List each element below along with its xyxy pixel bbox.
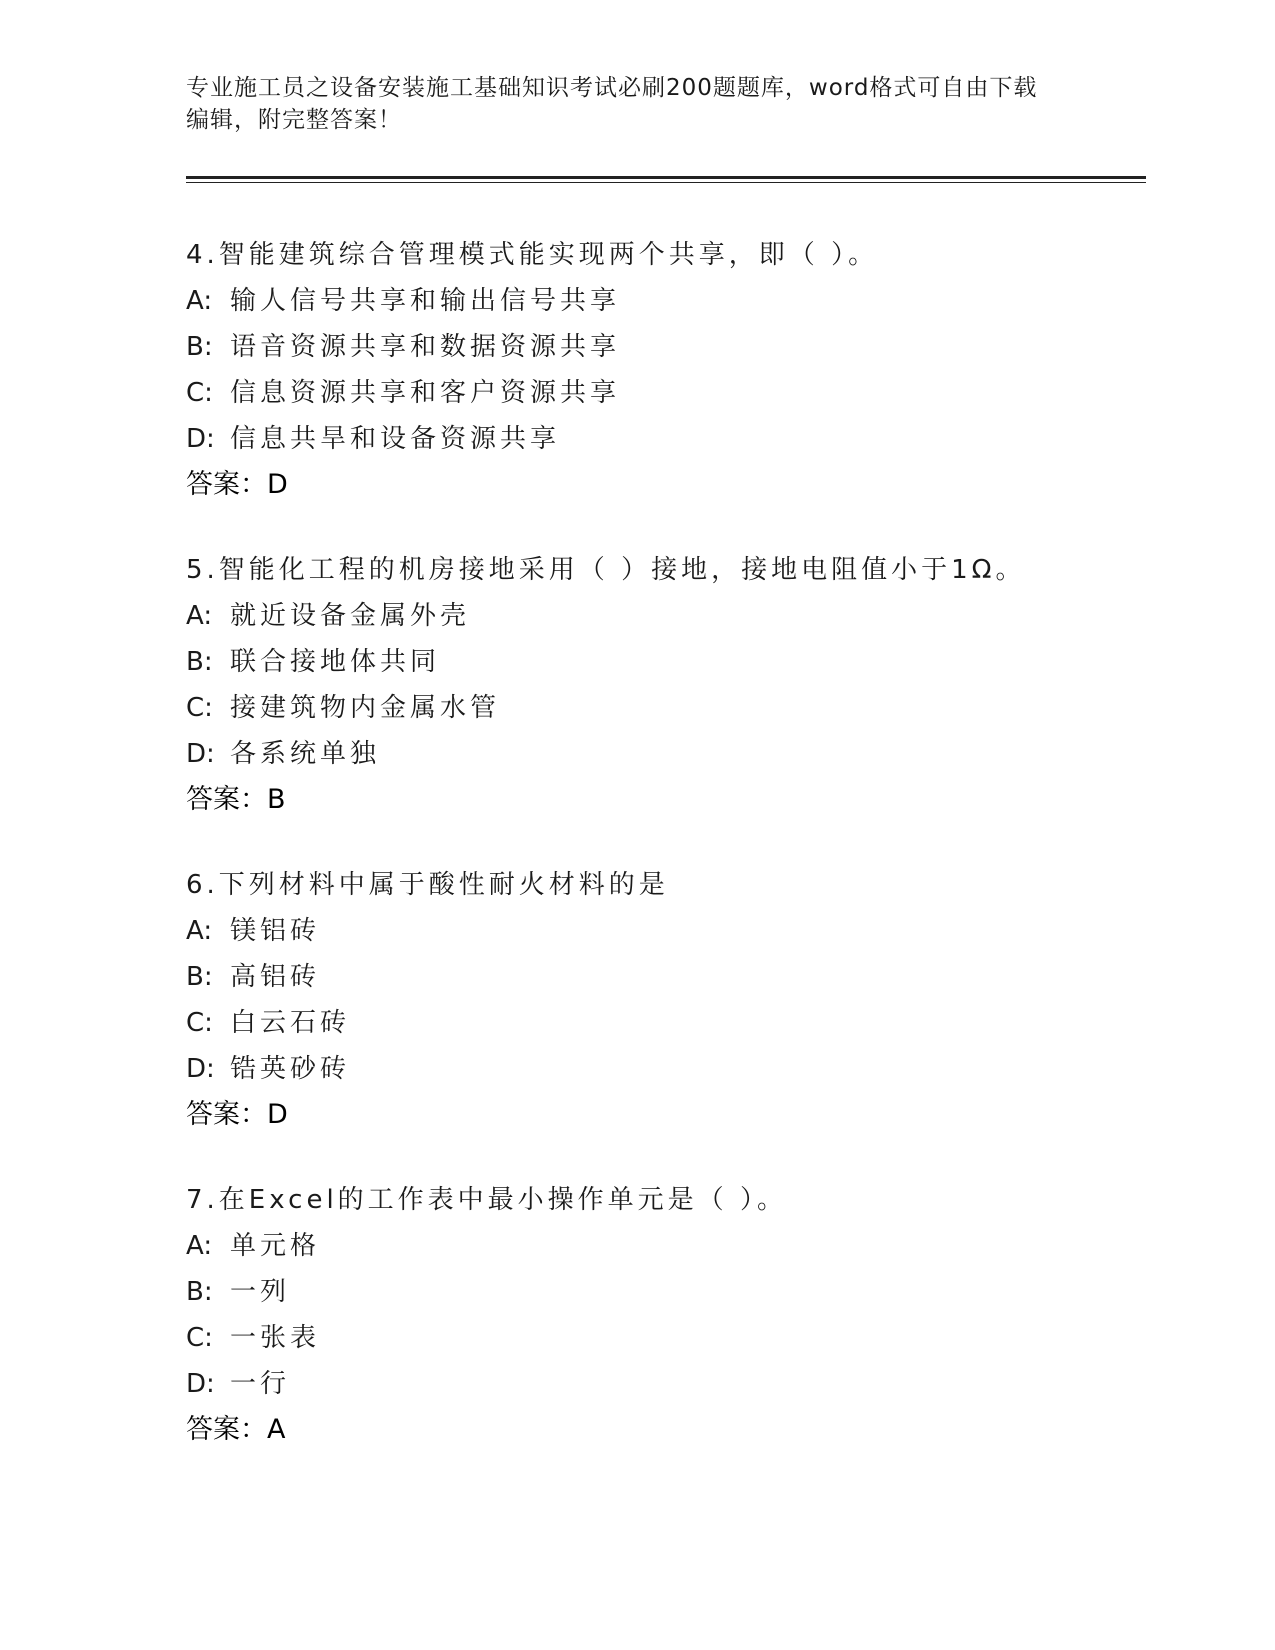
question-block	[186, 862, 1146, 1138]
option-b	[186, 1269, 1146, 1315]
option-text: 锆英砂砖	[230, 1054, 351, 1084]
answer-line: 答案：B	[186, 784, 286, 815]
option-text: 语音资源共享和数据资源共享	[230, 332, 621, 362]
option-text: 一行	[230, 1369, 291, 1399]
option-letter: C:	[186, 1323, 213, 1353]
option-text: 输人信号共享和输出信号共享	[230, 286, 621, 316]
question-text: 5.智能化工程的机房接地采用（ ）接地，接地电阻值小于1Ω。	[186, 555, 1026, 585]
option-text: 信息资源共享和客户资源共享	[230, 378, 621, 408]
option-text: 一张表	[230, 1323, 321, 1353]
option-letter: C:	[186, 378, 213, 408]
question-text: 7.在Excel的工作表中最小操作单元是（ ）。	[186, 1185, 787, 1215]
option-b	[186, 639, 1146, 685]
option-letter: D:	[186, 739, 215, 769]
option-c	[186, 685, 1146, 731]
option-letter: D:	[186, 424, 215, 454]
question-block	[186, 1177, 1146, 1453]
option-b	[186, 324, 1146, 370]
option-letter: B:	[186, 332, 213, 362]
document-header	[186, 72, 1066, 136]
option-c	[186, 1000, 1146, 1046]
option-text: 就近设备金属外壳	[230, 601, 471, 631]
question-block	[186, 232, 1146, 508]
option-a	[186, 908, 1146, 954]
question-block	[186, 547, 1146, 823]
option-letter: B:	[186, 647, 213, 677]
option-text: 联合接地体共同	[230, 647, 441, 677]
option-letter: B:	[186, 1277, 213, 1307]
answer-line: 答案：D	[186, 1099, 288, 1130]
option-a	[186, 593, 1146, 639]
header-divider-thick	[186, 176, 1146, 179]
question-text: 6.下列材料中属于酸性耐火材料的是	[186, 870, 669, 900]
option-c	[186, 370, 1146, 416]
header-line-2: 编辑，附完整答案！	[186, 107, 402, 133]
option-letter: D:	[186, 1054, 215, 1084]
option-letter: B:	[186, 962, 213, 992]
option-a	[186, 1223, 1146, 1269]
option-a	[186, 278, 1146, 324]
header-divider-thin	[186, 182, 1146, 183]
answer-line: 答案：D	[186, 469, 288, 500]
option-letter: D:	[186, 1369, 215, 1399]
option-b	[186, 954, 1146, 1000]
option-letter: A:	[186, 1231, 213, 1261]
option-text: 白云石砖	[230, 1008, 351, 1038]
option-text: 单元格	[230, 1231, 321, 1261]
option-text: 信息共旱和设备资源共享	[230, 424, 561, 454]
answer-line: 答案：A	[186, 1414, 286, 1445]
option-letter: A:	[186, 601, 213, 631]
option-letter: C:	[186, 693, 213, 723]
option-text: 各系统单独	[230, 739, 381, 769]
option-letter: C:	[186, 1008, 213, 1038]
option-text: 高铝砖	[230, 962, 321, 992]
option-text: 接建筑物内金属水管	[230, 693, 501, 723]
option-text: 一列	[230, 1277, 291, 1307]
option-d	[186, 1361, 1146, 1407]
option-letter: A:	[186, 286, 213, 316]
header-line-1: 专业施工员之设备安装施工基础知识考试必刷200题题库，word格式可自由下载	[186, 75, 1038, 101]
option-c	[186, 1315, 1146, 1361]
option-d	[186, 416, 1146, 462]
question-text: 4.智能建筑综合管理模式能实现两个共享，即（ ）。	[186, 240, 879, 270]
option-d	[186, 731, 1146, 777]
option-letter: A:	[186, 916, 213, 946]
option-text: 镁铝砖	[230, 916, 321, 946]
option-d	[186, 1046, 1146, 1092]
